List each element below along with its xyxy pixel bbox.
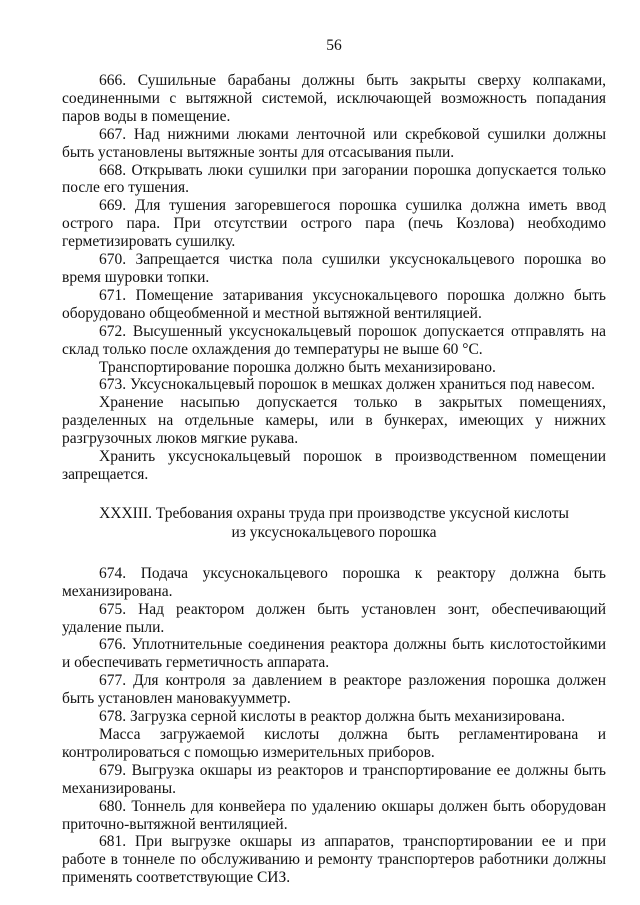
paragraph-681: 681. При выгрузке окшары из аппаратов, транспортировании ее и при работе в тоннеле по обслуживанию и ремонту транспортеров работники должны применять соответствующие СИЗ. <box>62 833 606 887</box>
paragraph-667: 667. Над нижними люками ленточной или скребковой сушилки должны быть установлены вытяжные зонты для отсасывания пыли. <box>62 125 606 161</box>
paragraph-671: 671. Помещение затаривания уксуснокальцевого порошка должно быть оборудовано общеобменной и местной вытяжной вентиляцией. <box>62 286 606 322</box>
paragraph-669: 669. Для тушения загоревшегося порошка сушилка должна иметь ввод острого пара. При отсутствии острого пара (печь Козлова) необходимо герметизировать сушилку. <box>62 197 606 251</box>
paragraph-668: 668. Открывать люки сушилки при загорании порошка допускается только после его тушения. <box>62 161 606 197</box>
section-heading-line-2: из уксуснокальцевого порошка <box>231 523 437 541</box>
paragraph-670: 670. Запрещается чистка пола сушилки уксуснокальцевого порошка во время шуровки топки. <box>62 251 606 286</box>
paragraph-672: 672. Высушенный уксуснокальцевый порошок допускается отправлять на склад только после охлаждения до температуры не выше 60 °С. <box>62 322 606 358</box>
paragraph-673-storage: Хранение насыпью допускается только в закрытых помещениях, разделенных на отдельные камеры, или в бункерах, имеющих у нижних разгрузочных люков мягкие рукава. <box>62 394 606 448</box>
paragraph-666: 666. Сушильные барабаны должны быть закрыты сверху колпаками, соединенными с вытяжной системой, исключающей возможность попадания паров воды в помещение. <box>62 72 606 125</box>
section-b <box>62 565 606 887</box>
page-number: 56 <box>326 37 342 54</box>
paragraph-678: 678. Загрузка серной кислоты в реактор должна быть механизирована. <box>99 708 565 726</box>
paragraph-672-continued: Транспортирование порошка должно быть механизировано. <box>99 358 496 376</box>
section-heading <box>62 504 606 542</box>
section-heading-line-1: XXXIII. Требования охраны труда при производстве уксусной кислоты <box>99 504 569 522</box>
paragraph-678-mass: Масса загружаемой кислоты должна быть регламентирована и контролироваться с помощью измерительных приборов. <box>62 726 606 761</box>
paragraph-680: 680. Тоннель для конвейера по удалению окшары должен быть оборудован приточно-вытяжной вентиляцией. <box>62 797 606 833</box>
paragraph-673-prohibition: Хранить уксуснокальцевый порошок в производственном помещении запрещается. <box>62 448 606 483</box>
paragraph-673: 673. Уксуснокальцевый порошок в мешках должен храниться под навесом. <box>99 376 596 394</box>
paragraph-677: 677. Для контроля за давлением в реакторе разложения порошка должен быть установлен мановакуумметр. <box>62 672 606 708</box>
paragraph-676: 676. Уплотнительные соединения реактора должны быть кислотостойкими и обеспечивать герметичность аппарата. <box>62 636 606 672</box>
paragraph-674: 674. Подача уксуснокальцевого порошка к реактору должна быть механизирована. <box>62 564 606 600</box>
paragraph-675: 675. Над реактором должен быть установлен зонт, обеспечивающий удаление пыли. <box>62 600 606 636</box>
section-a <box>62 72 606 484</box>
paragraph-679: 679. Выгрузка окшары из реакторов и транспортирование ее должны быть механизированы. <box>62 761 606 797</box>
